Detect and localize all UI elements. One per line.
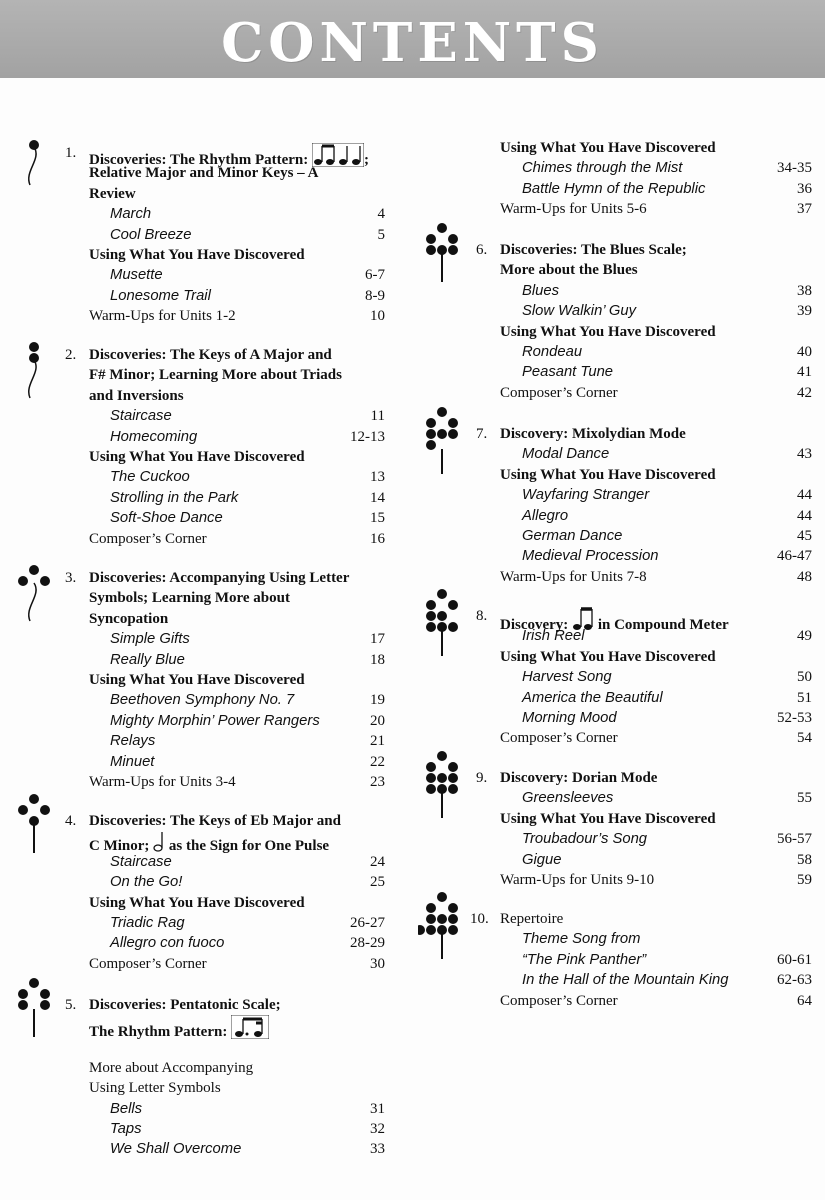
piece-title: Taps	[110, 1121, 142, 1137]
piece-title: Slow Walkin’ Guy	[522, 303, 637, 320]
half-note-icon	[153, 831, 165, 853]
toc-entry	[412, 444, 812, 464]
page-number: 51	[797, 689, 812, 706]
section-subheading	[412, 465, 812, 485]
page-number: 25	[370, 874, 385, 891]
toc-entry	[412, 506, 812, 526]
toc-entry	[0, 225, 385, 245]
unit-heading-line	[89, 184, 136, 204]
piece-title: We Shall Overcome	[110, 1141, 242, 1158]
toc-entry	[412, 667, 812, 687]
unit-heading-line	[89, 831, 330, 855]
piece-title: Battle Hymn of the Republic	[522, 180, 706, 197]
page-number: 39	[797, 303, 812, 320]
piece-title: Lonesome Trail	[110, 287, 211, 304]
piece-title: “The Pink Panther”	[522, 951, 647, 968]
toc-entry	[0, 772, 385, 792]
page-number: 4	[377, 206, 385, 223]
toc-entry	[0, 852, 385, 872]
toc-entry	[0, 467, 385, 487]
unit-heading-text: More about the Blues	[500, 262, 638, 279]
piece-title: Musette	[110, 267, 163, 284]
page-number: 13	[370, 469, 385, 486]
subheading-label: Using What You Have Discovered	[500, 323, 716, 340]
piece-title: March	[110, 206, 152, 223]
unit-heading-line	[500, 768, 657, 788]
piece-title: Blues	[522, 282, 560, 299]
tree-ornament-icon	[10, 562, 60, 632]
page-number: 50	[797, 669, 812, 686]
toc-entry	[0, 1139, 385, 1159]
unit-number: 10.	[470, 911, 489, 927]
piece-title: Soft-Shoe Dance	[110, 510, 223, 527]
toc-entry	[0, 872, 385, 892]
page-number: 42	[797, 384, 812, 401]
toc-entry	[0, 488, 385, 508]
page-number: 24	[370, 853, 385, 870]
piece-title: Gigue	[522, 851, 562, 868]
toc-entry	[0, 1119, 385, 1139]
unit-heading-text: Discovery:	[500, 617, 573, 633]
page-number: 37	[797, 201, 812, 218]
page-number: 44	[797, 487, 812, 504]
tree-ornament-icon	[10, 137, 60, 207]
page-number: 56-57	[777, 831, 812, 848]
toc-entry	[412, 991, 812, 1011]
unit-heading-line	[89, 588, 290, 608]
page-number: 49	[797, 628, 812, 645]
page-number: 48	[797, 568, 812, 585]
unit-heading-text: Syncopation	[89, 610, 169, 627]
entry-label: Composer’s Corner	[89, 530, 207, 547]
toc-entry	[412, 829, 812, 849]
toc-entry	[412, 788, 812, 808]
toc-entry	[0, 933, 385, 953]
section-subheading	[412, 809, 812, 829]
unit-number: 4.	[65, 813, 77, 829]
unit-heading-text: Discoveries: The Rhythm Pattern:	[89, 152, 313, 168]
unit-heading-text: C Minor;	[89, 838, 154, 855]
unit-heading-text: and Inversions	[89, 387, 184, 404]
page-number: 6-7	[365, 267, 385, 284]
unit-heading-line	[89, 568, 349, 588]
page-number: 17	[370, 631, 385, 648]
piece-title: Modal Dance	[522, 446, 610, 463]
page-number: 60-61	[777, 951, 812, 968]
subheading-label: Using What You Have Discovered	[89, 894, 305, 911]
toc-entry	[0, 265, 385, 285]
tree-ornament-icon	[10, 339, 60, 409]
unit-heading-line	[500, 260, 638, 280]
piece-title: Staircase	[110, 853, 172, 870]
section-subheading	[412, 138, 812, 158]
page-number: 30	[370, 955, 385, 972]
page-number: 16	[370, 530, 385, 547]
page-number: 52-53	[777, 710, 812, 726]
unit-heading-text: The Rhythm Pattern:	[89, 1024, 232, 1041]
toc-entry	[412, 526, 812, 546]
piece-title: Cool Breeze	[110, 226, 192, 243]
toc-entry	[412, 546, 812, 566]
unit-heading-text: in Compound Meter	[594, 617, 729, 633]
unit-number: 8.	[476, 608, 488, 624]
page-number: 8-9	[365, 287, 385, 304]
unit-heading-text: Discoveries: Pentatonic Scale;	[89, 997, 281, 1013]
heading-suffix: ;	[364, 152, 370, 168]
piece-title: Allegro	[522, 507, 569, 524]
unit-number: 6.	[476, 242, 488, 258]
subheading-label: Using What You Have Discovered	[89, 247, 305, 263]
unit-heading-line	[89, 143, 370, 168]
piece-title: Harvest Song	[522, 669, 612, 686]
entry-label: More about Accompanying	[89, 1059, 254, 1076]
page-number: 32	[370, 1121, 385, 1137]
entry-label: Composer’s Corner	[89, 955, 207, 972]
subheading-label: Using What You Have Discovered	[89, 449, 305, 465]
piece-title: Strolling in the Park	[110, 489, 239, 506]
toc-entry	[0, 529, 385, 549]
page-number: 21	[370, 733, 385, 750]
piece-title: The Cuckoo	[110, 469, 190, 486]
piece-title: Beethoven Symphony No. 7	[110, 692, 295, 709]
entry-label: Warm-Ups for Units 9-10	[500, 872, 655, 888]
unit-number: 2.	[65, 347, 77, 363]
page-number: 28-29	[350, 935, 385, 952]
unit-heading-line	[89, 163, 318, 183]
page-number: 64	[797, 992, 812, 1009]
entry-label: Composer’s Corner	[500, 730, 618, 747]
section-subheading	[0, 245, 385, 265]
page-number: 38	[797, 282, 812, 299]
eighth-eighth-quarter-quarter-notes-icon	[312, 143, 364, 167]
toc-entry	[0, 913, 385, 933]
piece-title: Troubadour’s Song	[522, 831, 648, 848]
unit-heading-line	[89, 345, 332, 365]
page-number: 19	[370, 692, 385, 709]
piece-title: Medieval Procession	[522, 548, 659, 565]
unit-heading-text: Discovery: Dorian Mode	[500, 770, 658, 786]
page-number: 36	[797, 180, 812, 197]
entry-label: Composer’s Corner	[500, 384, 618, 401]
entry-label: Using Letter Symbols	[89, 1080, 221, 1097]
page-number: 15	[370, 510, 385, 527]
toc-entry	[412, 708, 812, 728]
entry-label: Warm-Ups for Units 5-6	[500, 201, 647, 218]
unit-heading-text: Relative Major and Minor Keys – A	[89, 165, 319, 182]
piece-title: America the Beautiful	[522, 689, 663, 706]
toc-entry	[0, 629, 385, 649]
subheading-label: Using What You Have Discovered	[500, 648, 716, 665]
toc-entry	[0, 954, 385, 974]
piece-title: Peasant Tune	[522, 364, 614, 381]
unit-heading-text: Symbols; Learning More about	[89, 590, 290, 607]
page-number: 5	[377, 226, 385, 243]
unit-heading-text: Discoveries: The Keys of Eb Major and	[89, 813, 341, 829]
page-number: 33	[370, 1141, 385, 1158]
section-subheading	[0, 447, 385, 467]
piece-title: Bells	[110, 1100, 143, 1117]
unit-heading-text: Discoveries: Accompanying Using Letter	[89, 570, 350, 586]
toc-entry	[412, 281, 812, 301]
unit-heading-line	[500, 424, 686, 444]
piece-title: Staircase	[110, 408, 172, 425]
page-number: 34-35	[777, 160, 812, 177]
subheading-label: Using What You Have Discovered	[500, 466, 716, 483]
toc-entry	[412, 870, 812, 890]
unit-heading-text: Discoveries: The Blues Scale;	[500, 242, 687, 258]
page-number: 23	[370, 774, 385, 790]
toc-entry	[412, 301, 812, 321]
piece-title: Relays	[110, 733, 156, 750]
toc-entry	[0, 508, 385, 528]
toc-entry	[412, 158, 812, 178]
unit-heading-line	[89, 609, 168, 629]
piece-title: German Dance	[522, 528, 623, 544]
section-subheading	[0, 670, 385, 690]
toc-entry	[412, 970, 812, 990]
unit-heading-line	[89, 386, 184, 406]
unit-heading	[500, 909, 563, 929]
toc-entry	[412, 688, 812, 708]
unit-heading-text: Review	[89, 185, 136, 202]
page-number: 20	[370, 712, 385, 729]
page-number: 18	[370, 651, 385, 668]
piece-title: Mighty Morphin’ Power Rangers	[110, 712, 320, 729]
piece-title: Rondeau	[522, 344, 583, 360]
piece-title: In the Hall of the Mountain King	[522, 972, 729, 989]
toc-entry	[412, 199, 812, 219]
page-number: 41	[797, 364, 812, 381]
unit-heading-text: F# Minor; Learning More about Triads	[89, 367, 342, 384]
subheading-label: Using What You Have Discovered	[89, 672, 305, 688]
unit-heading-line	[89, 995, 281, 1015]
toc-entry	[412, 383, 812, 403]
page-number: 46-47	[777, 548, 812, 565]
toc-entry	[412, 950, 812, 970]
piece-title: Really Blue	[110, 651, 185, 668]
piece-title: Triadic Rag	[110, 915, 185, 931]
unit-heading-text: Repertoire	[500, 911, 564, 927]
unit-heading-line	[500, 606, 729, 633]
piece-title: On the Go!	[110, 874, 183, 891]
contents-banner	[0, 0, 825, 78]
toc-entry	[412, 929, 812, 949]
section-subheading	[412, 647, 812, 667]
entry-label: Warm-Ups for Units 1-2	[89, 308, 236, 325]
unit-heading-text: as the Sign for One Pulse	[165, 838, 330, 855]
page-number: 43	[797, 446, 812, 463]
page-number: 12-13	[350, 428, 385, 445]
toc-entry	[0, 204, 385, 224]
toc-entry	[0, 731, 385, 751]
section-subheading	[0, 893, 385, 913]
piece-title: Simple Gifts	[110, 631, 190, 648]
page-number: 59	[797, 872, 812, 888]
page-number: 14	[370, 489, 385, 506]
entry-label: Warm-Ups for Units 3-4	[89, 774, 236, 790]
unit-heading-line	[89, 811, 341, 831]
unit-number: 5.	[65, 997, 77, 1013]
toc-entry	[0, 406, 385, 426]
toc-entry	[0, 1099, 385, 1119]
toc-entry	[0, 306, 385, 326]
page-title: CONTENTS	[221, 12, 604, 74]
page-number: 54	[797, 730, 812, 747]
toc-entry	[0, 690, 385, 710]
subheading-label: Using What You Have Discovered	[500, 810, 716, 827]
unit-heading-line	[89, 365, 342, 385]
unit-number: 7.	[476, 426, 488, 442]
dotted-eighth-sixteen-note-icon	[231, 1015, 269, 1039]
entry-label: Composer’s Corner	[500, 992, 618, 1009]
page-number: 40	[797, 344, 812, 360]
page-number: 58	[797, 851, 812, 868]
unit-heading-line	[89, 1015, 269, 1041]
piece-title: Wayfaring Stranger	[522, 487, 650, 504]
toc-entry	[0, 711, 385, 731]
piece-title: Chimes through the Mist	[522, 160, 683, 177]
toc-entry	[0, 650, 385, 670]
toc-entry	[412, 850, 812, 870]
piece-title: Homecoming	[110, 428, 198, 445]
page-number: 55	[797, 790, 812, 807]
section-subheading	[412, 322, 812, 342]
page-number: 31	[370, 1100, 385, 1117]
toc-entry	[412, 342, 812, 362]
toc-entry	[0, 752, 385, 772]
page-number: 26-27	[350, 915, 385, 931]
tree-ornament-icon	[10, 975, 60, 1045]
toc-entry	[412, 485, 812, 505]
piece-title: Minuet	[110, 753, 155, 770]
toc-entry	[0, 1078, 385, 1098]
toc-entry	[412, 728, 812, 748]
unit-heading-text: Discovery: Mixolydian Mode	[500, 426, 686, 442]
unit-number: 9.	[476, 770, 488, 786]
page-number: 44	[797, 507, 812, 524]
piece-title: Greensleeves	[522, 790, 614, 807]
piece-title: Irish Reel	[522, 628, 585, 645]
page-number: 11	[370, 408, 385, 425]
unit-heading-text: Discoveries: The Keys of A Major and	[89, 347, 332, 363]
page-number: 45	[797, 528, 812, 544]
toc-entry	[0, 286, 385, 306]
page-number: 62-63	[777, 972, 812, 989]
entry-label: Warm-Ups for Units 7-8	[500, 568, 647, 585]
piece-title: Allegro con fuoco	[110, 935, 225, 952]
toc-entry	[0, 1058, 385, 1078]
toc-entry	[412, 626, 812, 646]
tree-ornament-icon	[10, 791, 60, 861]
piece-title: Morning Mood	[522, 710, 617, 726]
toc-entry	[412, 362, 812, 382]
subheading-label: Using What You Have Discovered	[500, 140, 716, 156]
page-number: 22	[370, 753, 385, 770]
unit-number: 1.	[65, 145, 77, 161]
page-number: 10	[370, 308, 385, 325]
tree-ornament-icon	[418, 220, 468, 290]
piece-title: Theme Song from	[522, 931, 641, 948]
toc-entry	[412, 567, 812, 587]
toc-entry	[412, 179, 812, 199]
toc-entry	[0, 427, 385, 447]
unit-number: 3.	[65, 570, 77, 586]
unit-heading-line	[500, 240, 687, 260]
